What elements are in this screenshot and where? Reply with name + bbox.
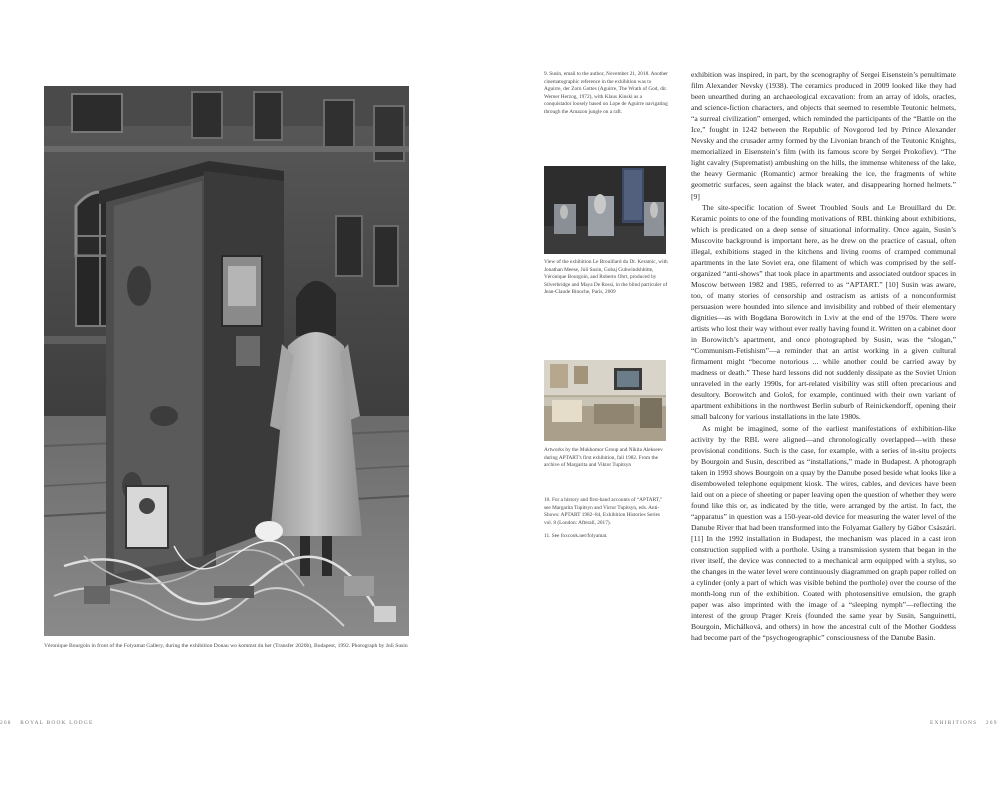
left-running-head: ROYAL BOOK LODGE [20,720,94,726]
figure-caption-1: View of the exhibition Le Brouillard du Dr. Keramic, with Jonathan Meese, Juli Susin, Gubaj Gubwindshbitte, Véronique Bourgoin, and Roberto Ohrt, produced by Silverbridge and Maya De Rossi, in the blind particuler of Jean-Claude Binoche, Paris, 2009 [544,259,668,296]
aptart-room-image [544,360,666,441]
body-text [691,69,956,643]
left-footer [0,720,93,726]
footnote-11: 11. See foxcook.net/folyamat. [544,533,608,540]
body-paragraph-3: As might be imagined, some of the earliest manifestations of exhibition-like activity by the RBL were aligned—and chronologically overlapped—with these provisional conditions. Such is the case, for example, with a series of in-situ projects by Bourgoin and Susin, described as “installations,” made in Budapest. A photograph taken in 1993 shows Bourgoin on a quay by the Danube posed beside what looks like a disemboweled telephone equipment kiosk. The wires, cables, and devices have been laid out on a piece of sheeting or paper leaving open the question of whether they were found like this or, as indicated by the title, were arranged by the artist. In fact, the “apparatus” in question was a 150-year-old device for measuring the water level of the Danube River that had been transformed into the Folyamat Gallery by Gábor Császári. [11] In the 1992 installation in Budapest, the mechanism was placed in a cast iron construction supplied with a porthole. Using a transmission system that began in the river itself, the device was connected to a mechanical arm equipped with a stylus, so the changes in the water level were continuously diagrammed on graph paper rolled on a cylinder (only a part of which was visible behind the porthole) over the course of the month-long run of the exhibition. Coated with photosensitive emulsion, the graph paper was also imprinted with the image of a “sleeping nymph”—reflecting the interest of the group Prager Kreis (founded the same year by Susin, Sanguinetti, Bourgoin, Michálková, and others) in how the ancestral cult of the Mother Goddess had become part of the “psychogeographic” consciousness of the Danube Basin. [691,423,956,643]
figure-caption-2: Artworks by the Mukhomor Group and Nikita Alekseev during APTART's first exhibition, fall 1982. From the archive of Margarita and Viktor Tupitsyn [544,447,663,469]
right-running-head: EXHIBITIONS [930,720,978,726]
body-paragraph-1: exhibition was inspired, in part, by the scenography of Sergei Eisenstein’s penultimate film Alexander Nevsky (1938). The ceramics produced in 2009 looked like they had been unearthed during an archaeological excavation: from an array of idols, oracles, and science-fiction characters, and objects that seemed to resemble Teutonic helmets, “a surreal civilization” emerged, which reminded the participants of the “Battle on the Ice,” fought in 1242 between the Republic of Novgorod led by Prince Alexander Nevsky and the crusader army formed by the Livonian branch of the Teutonic Knights, memorialized in Eisenstein’s film (with its famous score by Sergei Prokofiev). “The light cavalry (Suprematist) ambushing on the hills, the immense whiteness of the lake, the heavy Germanic (Romantic) armor breaking the ice, the fragments of white geometric surfaces, seen against the black water, and disappearing horned helmets.” [9] [691,70,956,201]
right-footer [930,720,998,726]
right-page-number: 269 [985,720,998,726]
footnotes-10-11 [544,497,668,547]
body-paragraph-2: The site-specific location of Sweet Troubled Souls and Le Brouillard du Dr. Keramic points to one of the founding motivations of RBL thinking about exhibitions, which is predicated on a deep sense of situational informality. Once again, Susin’s Muscovite background is important here, as he drew on the practice of casual, often illegal, exhibitions staged in the kitchens and living rooms of cramped communal apartments in the late Soviet era, one filament of which was comprised by the self-organized “anti-shows” that took place in apartments and associated outdoor spaces in Moscow between 1982 and 1985, referred to as “APTART.” [10] Susin was aware, too, of many stories of censorship and ostracism as artists of a nonconformist persuasion were hounded into silence and invisibility and robbed of their elementary dignities—as with Bogdana Borowitch in Lviv at the end of the 1970s. There were artists who lost their way without ever really having found it. Written on a cabinet door in Borowitch’s apartment, and once photographed by Susin, was the “slogan,” “Communism-Fetishism”—a reminder that an artist working in a given cultural firmament might “become notorious ... while another could be carried away by madness or death.” These hard lessons did not suddenly dissipate as the Soviet Union unraveled in the early 1990s, for art-related visibility was still often precarious and desultory. Borowitch and Gološ, for example, continued with their own variant of apartment exhibitions in the northwest Berlin suburb of Reinickendorff, opening their small balcony for various installations in the late 1980s. [691,202,956,422]
photo-kiosk-woman-image [44,86,409,636]
gallery-vitrines-image [544,166,666,254]
photo-caption: Véronique Bourgoin in front of the Folyamat Gallery, during the exhibition Donau wo kommst du her (Transfer 2020b), Budapest, 1992. Photograph by Juli Susin [44,643,408,649]
exhibition-photo-2 [544,360,666,441]
main-photograph [44,86,409,636]
exhibition-photo-1 [544,166,666,254]
footnote-9: 9. Susin, email to the author, November 21, 2018. Another cinematographic reference in the exhibition was to Aguirre, der Zorn Gottes (Aguirre, The Wrath of God, dir. Werner Herzog, 1972), with Klaus Kinski as a conquistador loosely based on Lope de Aguirre navigating through the Amazon jungle on a raft. [544,71,668,115]
left-page-number: 268 [0,720,12,726]
footnote-10: 10. For a history and first-hand accounts of “APTART,” see Margarita Tupitsyn and Victor Tupitsyn, eds. Anti-Shows: APTART 1982–84, Exhibition Histories Series vol. 8 (London: Afterall, 2017). [544,497,663,526]
